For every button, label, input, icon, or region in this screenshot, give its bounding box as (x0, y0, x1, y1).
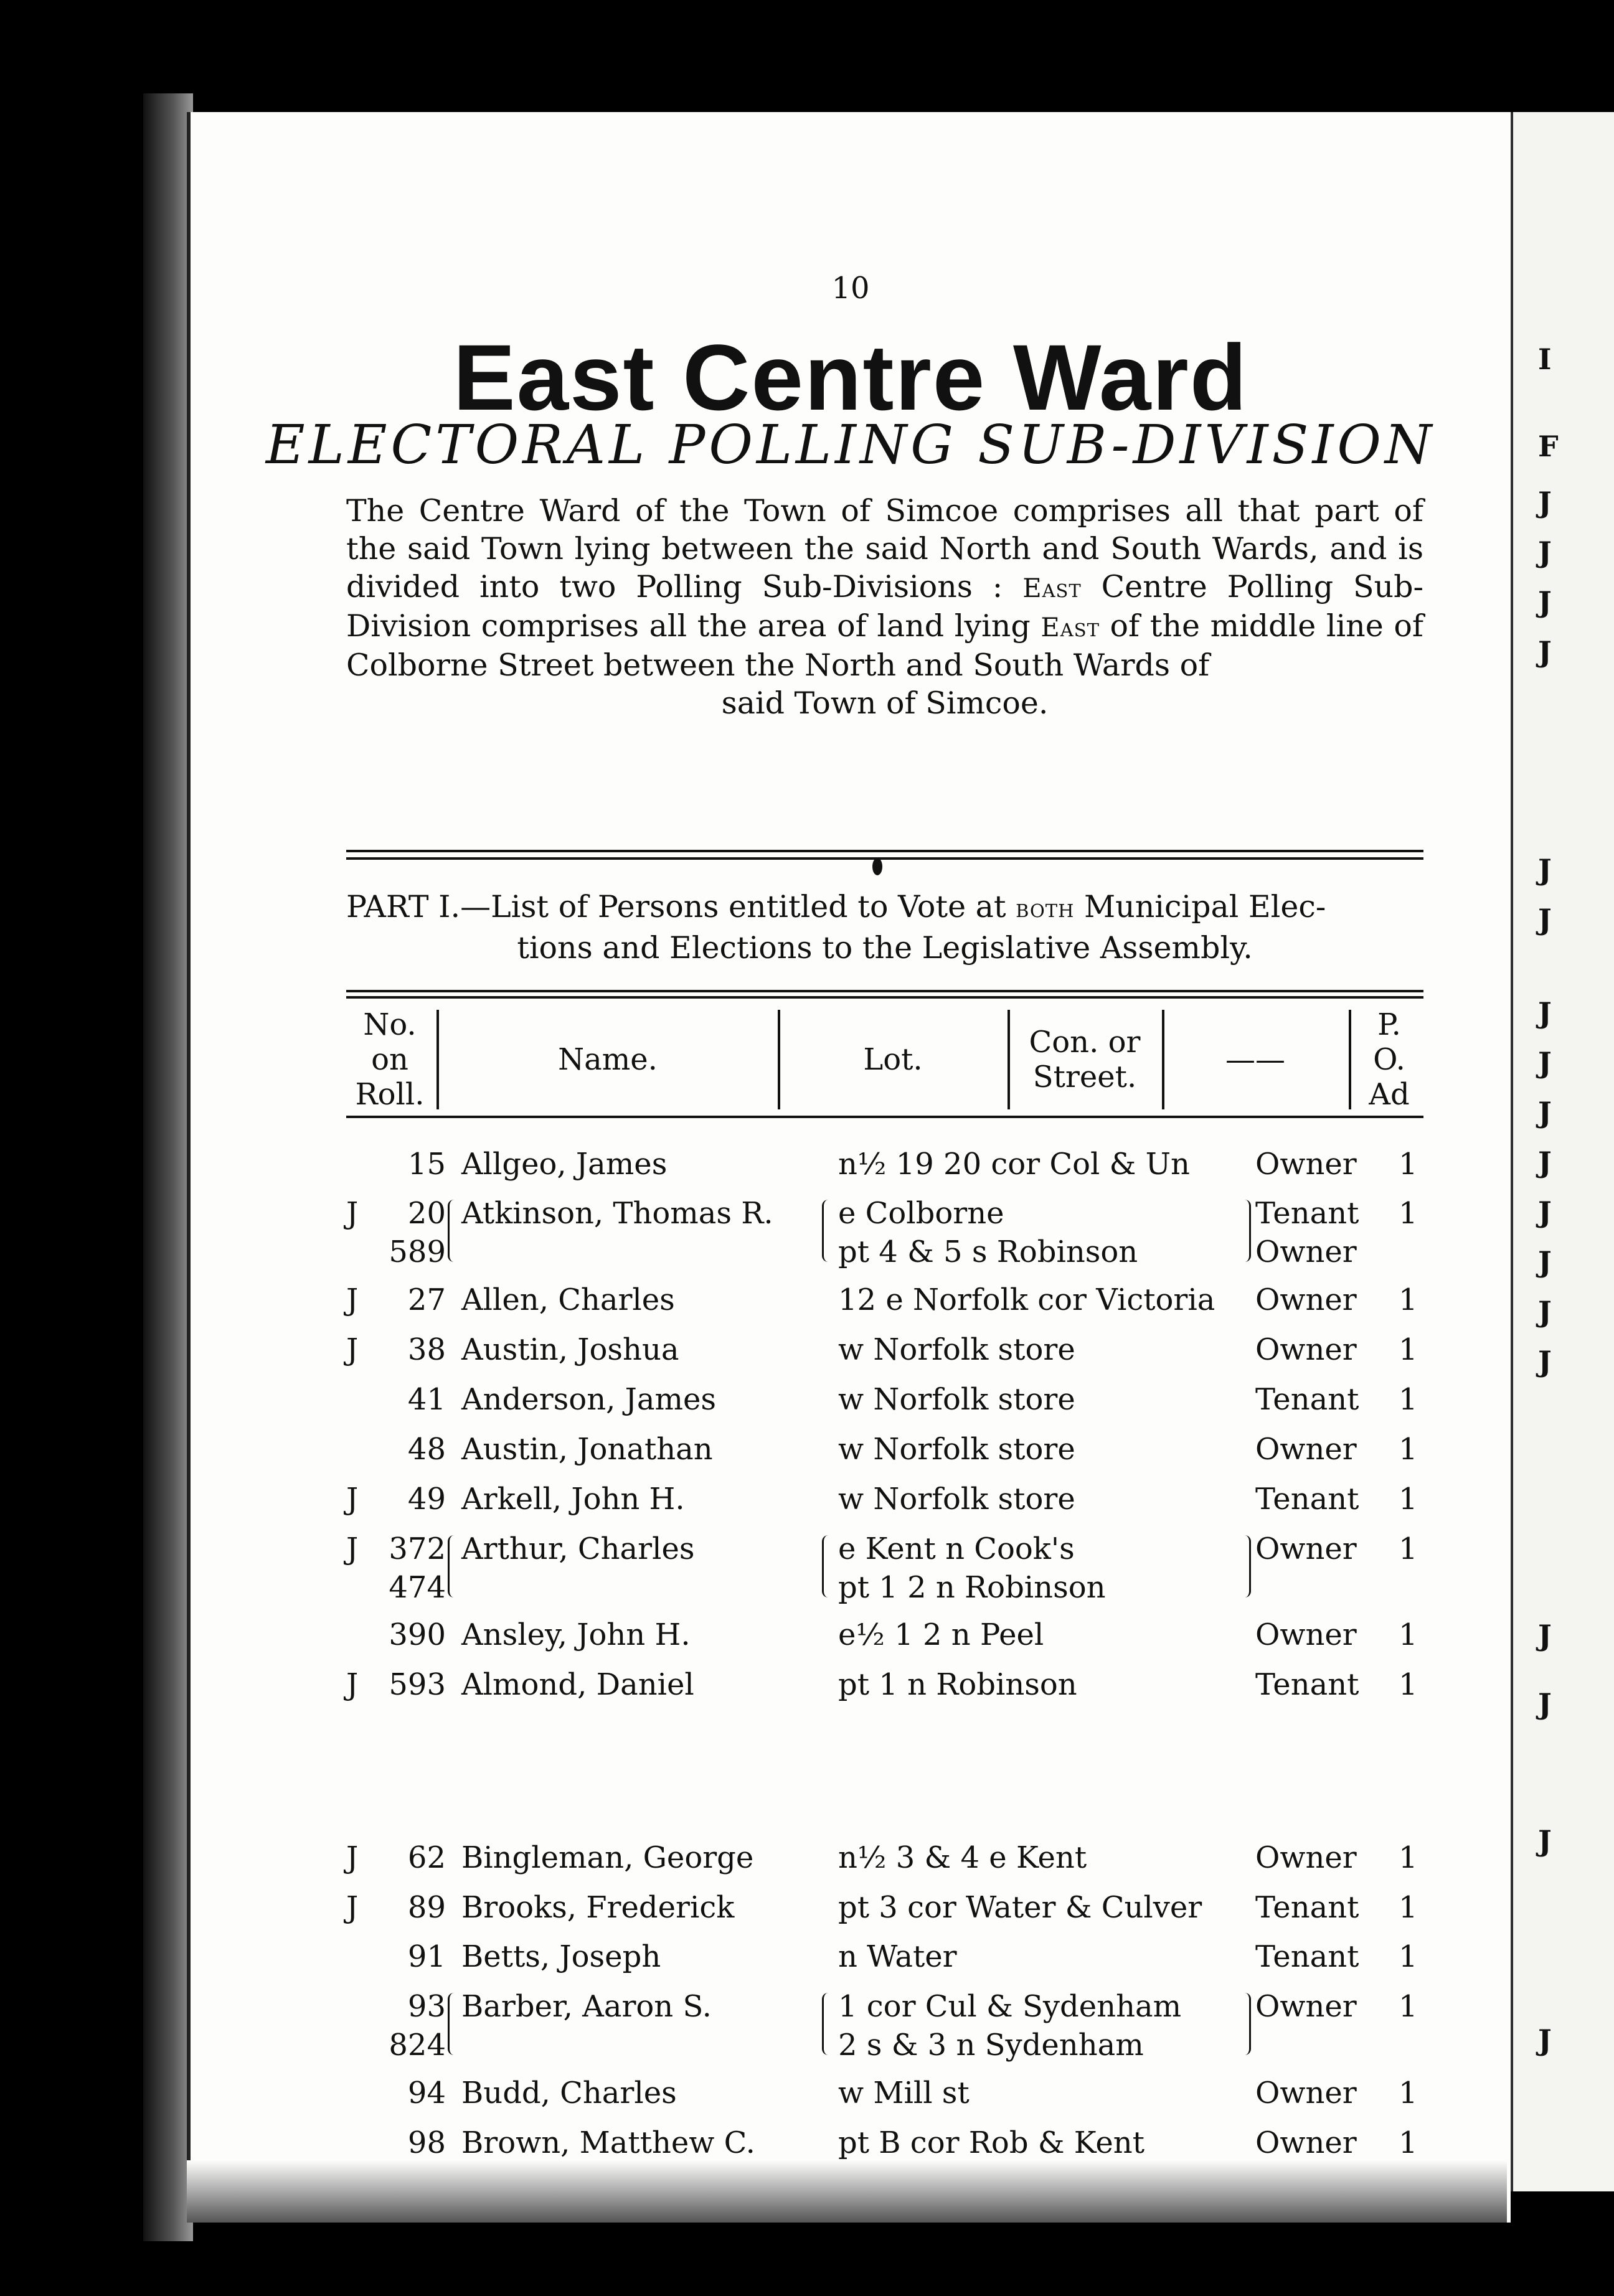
lot-description: pt 3 cor Water & Culver (838, 1890, 1202, 1925)
column-header-lot: Lot. (863, 1042, 923, 1077)
intro-east-term: East (1041, 612, 1100, 642)
lot-description: w Norfolk store (838, 1382, 1075, 1417)
tenure-status: Tenant (1255, 1382, 1359, 1417)
header-line: Roll. (355, 1077, 425, 1112)
header-line: Street. (1032, 1060, 1137, 1094)
intro-text-last: said Town of Simcoe. (721, 685, 1049, 721)
roll-number: 20 (407, 1196, 446, 1231)
column-header-status: —— (1225, 1042, 1285, 1077)
roll-number: 474 (389, 1570, 446, 1605)
bracket (822, 1993, 830, 2055)
ornament-dot (872, 858, 882, 875)
tenure-status: Owner (1255, 1332, 1357, 1367)
voter-name: Brown, Matthew C. (461, 2125, 755, 2160)
juror-mark: J (346, 1667, 359, 1702)
facing-page-letter: J (1538, 1046, 1552, 1080)
lot-description: pt 4 & 5 s Robinson (838, 1235, 1138, 1269)
juror-mark: J (346, 1531, 359, 1566)
tenure-status: Owner (1255, 2125, 1357, 2160)
voter-name: Budd, Charles (461, 2076, 677, 2110)
lot-description: pt B cor Rob & Kent (838, 2125, 1144, 2160)
facing-page-edge (1513, 112, 1614, 2191)
roll-number: 15 (407, 1147, 446, 1182)
post-office-number: 1 (1399, 1482, 1418, 1517)
lot-description: e Colborne (838, 1196, 1004, 1231)
facing-page-letter: F (1538, 430, 1559, 463)
voter-name: Arthur, Charles (461, 1531, 695, 1566)
intro-east-term: East (1022, 573, 1082, 603)
column-header-po (1352, 1007, 1426, 1112)
voter-name: Atkinson, Thomas R. (461, 1196, 773, 1231)
lot-description: pt 1 n Robinson (838, 1667, 1077, 1702)
facing-page-letter: J (1538, 1824, 1552, 1858)
column-header-con (1010, 1025, 1159, 1094)
page-subtitle: ELECTORAL POLLING SUB-DIVISION (265, 414, 1436, 476)
voter-name: Brooks, Frederick (461, 1890, 735, 1925)
intro-paragraph (346, 492, 1423, 722)
voter-name: Almond, Daniel (461, 1667, 694, 1702)
lot-description: n½ 3 & 4 e Kent (838, 1840, 1087, 1875)
double-rule (346, 857, 1423, 860)
facing-page-letter: J (1538, 1687, 1552, 1721)
column-header-name: Name. (558, 1042, 658, 1077)
post-office-number: 1 (1399, 1382, 1418, 1417)
post-office-number: 1 (1399, 1667, 1418, 1702)
part-text: Municipal Elec- (1084, 889, 1326, 925)
roll-number: 48 (407, 1432, 446, 1467)
binding-shadow (143, 93, 193, 2241)
tenure-status: Owner (1255, 2076, 1357, 2110)
facing-page-letter: J (1538, 1345, 1552, 1378)
intro-text: of the middle line of Colborne Street between the North and South Wards of (346, 608, 1423, 683)
tenure-status: Tenant (1255, 1667, 1359, 1702)
bracket (448, 1993, 456, 2055)
tenure-status: Owner (1255, 1147, 1357, 1182)
roll-number: 91 (407, 1939, 446, 1974)
lot-description: 1 cor Cul & Sydenham (838, 1989, 1182, 2024)
tenure-status: Owner (1255, 1282, 1357, 1317)
post-office-number: 1 (1399, 1890, 1418, 1925)
lot-description: n½ 19 20 cor Col & Un (838, 1147, 1190, 1182)
voter-name: Betts, Joseph (461, 1939, 661, 1974)
facing-page-letter: J (1538, 853, 1552, 887)
post-office-number: 1 (1399, 1939, 1418, 1974)
intro-text: Centre Polling Sub-Division comprises all the area of land lying (346, 569, 1424, 644)
post-office-number: 1 (1399, 1196, 1418, 1231)
column-divider (1162, 1010, 1164, 1109)
juror-mark: J (346, 1196, 359, 1231)
facing-page-letter: J (1538, 1096, 1552, 1129)
juror-mark: J (346, 1282, 359, 1317)
double-rule (346, 850, 1423, 852)
tenure-status: Tenant (1255, 1890, 1359, 1925)
facing-page-letter: I (1538, 342, 1552, 376)
bracket (1243, 1993, 1251, 2055)
lot-description: n Water (838, 1939, 957, 1974)
facing-page-letter: J (1538, 486, 1552, 519)
page-title: East Centre Ward (453, 325, 1248, 430)
tenure-status: Tenant (1255, 1196, 1359, 1231)
post-office-number: 1 (1399, 1531, 1418, 1566)
table-header-rule (346, 1116, 1423, 1118)
juror-mark: J (346, 1890, 359, 1925)
page-bottom-edge (187, 2160, 1507, 2223)
header-line: Ad (1369, 1077, 1410, 1112)
lot-description: pt 1 2 n Robinson (838, 1570, 1106, 1605)
bracket (448, 1200, 456, 1262)
facing-page-letter: J (1538, 1195, 1552, 1229)
lot-description: 12 e Norfolk cor Victoria (838, 1282, 1215, 1317)
roll-number: 94 (407, 2076, 446, 2110)
facing-page-letter: J (1538, 1245, 1552, 1279)
voter-name: Anderson, James (461, 1382, 717, 1417)
column-divider (1349, 1010, 1351, 1109)
facing-page-letter: J (1538, 535, 1552, 569)
facing-page-letter: J (1538, 635, 1552, 669)
facing-page-letter: J (1538, 1295, 1552, 1329)
post-office-number: 1 (1399, 2125, 1418, 2160)
post-office-number: 1 (1399, 2076, 1418, 2110)
intro-text: The Centre Ward of the Town of Simcoe comprises all that part of the said Town lying between the said North and South Wards, and is divided into two Polling Sub-Divisions : (346, 493, 1423, 605)
juror-mark: J (346, 1840, 359, 1875)
voter-name: Austin, Jonathan (461, 1432, 713, 1467)
roll-number: 593 (389, 1667, 446, 1702)
roll-number: 589 (389, 1235, 446, 1269)
roll-number: 824 (389, 2028, 446, 2063)
part-text-line2: tions and Elections to the Legislative Assembly. (517, 930, 1253, 966)
table-top-rule (346, 990, 1423, 992)
roll-number: 41 (407, 1382, 446, 1417)
page-number: 10 (831, 271, 870, 306)
lot-description: w Norfolk store (838, 1432, 1075, 1467)
header-line: Con. or (1029, 1025, 1141, 1060)
tenure-status: Owner (1255, 1235, 1357, 1269)
column-header-roll (346, 1007, 433, 1112)
tenure-status: Owner (1255, 1989, 1357, 2024)
post-office-number: 1 (1399, 1617, 1418, 1652)
juror-mark: J (346, 1482, 359, 1517)
column-divider (437, 1010, 439, 1109)
roll-number: 49 (407, 1482, 446, 1517)
post-office-number: 1 (1399, 1840, 1418, 1875)
facing-page-letter: J (1538, 996, 1552, 1030)
part-both-term: both (1016, 893, 1075, 923)
header-line: No. (363, 1007, 417, 1042)
tenure-status: Owner (1255, 1617, 1357, 1652)
post-office-number: 1 (1399, 1282, 1418, 1317)
post-office-number: 1 (1399, 1147, 1418, 1182)
bracket (822, 1200, 830, 1262)
voter-name: Barber, Aaron S. (461, 1989, 712, 2024)
bracket (448, 1535, 456, 1597)
part-heading (346, 887, 1423, 968)
part-text: PART I.—List of Persons entitled to Vote at (346, 889, 1006, 925)
tenure-status: Owner (1255, 1840, 1357, 1875)
voter-name: Ansley, John H. (461, 1617, 691, 1652)
lot-description: e Kent n Cook's (838, 1531, 1075, 1566)
facing-page-letter: J (1538, 585, 1552, 619)
table-top-rule (346, 996, 1423, 999)
tenure-status: Tenant (1255, 1482, 1359, 1517)
document-page (187, 112, 1511, 2223)
lot-description: w Mill st (838, 2076, 970, 2110)
voter-name: Allen, Charles (461, 1282, 675, 1317)
column-divider (778, 1010, 780, 1109)
tenure-status: Tenant (1255, 1939, 1359, 1974)
post-office-number: 1 (1399, 1432, 1418, 1467)
lot-description: 2 s & 3 n Sydenham (838, 2028, 1144, 2063)
tenure-status: Owner (1255, 1432, 1357, 1467)
header-line: O. (1373, 1042, 1405, 1077)
header-line: on (371, 1042, 408, 1077)
facing-page-letter: J (1538, 1619, 1552, 1652)
facing-page-letter: J (1538, 903, 1552, 936)
roll-number: 62 (407, 1840, 446, 1875)
roll-number: 390 (389, 1617, 446, 1652)
roll-number: 98 (407, 2125, 446, 2160)
facing-page-letter: J (1538, 1146, 1552, 1179)
roll-number: 38 (407, 1332, 446, 1367)
roll-number: 27 (407, 1282, 446, 1317)
juror-mark: J (346, 1332, 359, 1367)
roll-number: 372 (389, 1531, 446, 1566)
header-line: P. (1377, 1007, 1401, 1042)
post-office-number: 1 (1399, 1989, 1418, 2024)
tenure-status: Owner (1255, 1531, 1357, 1566)
voter-name: Austin, Joshua (461, 1332, 679, 1367)
roll-number: 93 (407, 1989, 446, 2024)
lot-description: e½ 1 2 n Peel (838, 1617, 1044, 1652)
lot-description: w Norfolk store (838, 1332, 1075, 1367)
post-office-number: 1 (1399, 1332, 1418, 1367)
voter-name: Arkell, John H. (461, 1482, 685, 1517)
voter-name: Allgeo, James (461, 1147, 668, 1182)
facing-page-letter: J (1538, 2023, 1552, 2057)
voter-name: Bingleman, George (461, 1840, 754, 1875)
bracket (822, 1535, 830, 1597)
bracket (1243, 1200, 1251, 1262)
roll-number: 89 (407, 1890, 446, 1925)
bracket (1243, 1535, 1251, 1597)
lot-description: w Norfolk store (838, 1482, 1075, 1517)
